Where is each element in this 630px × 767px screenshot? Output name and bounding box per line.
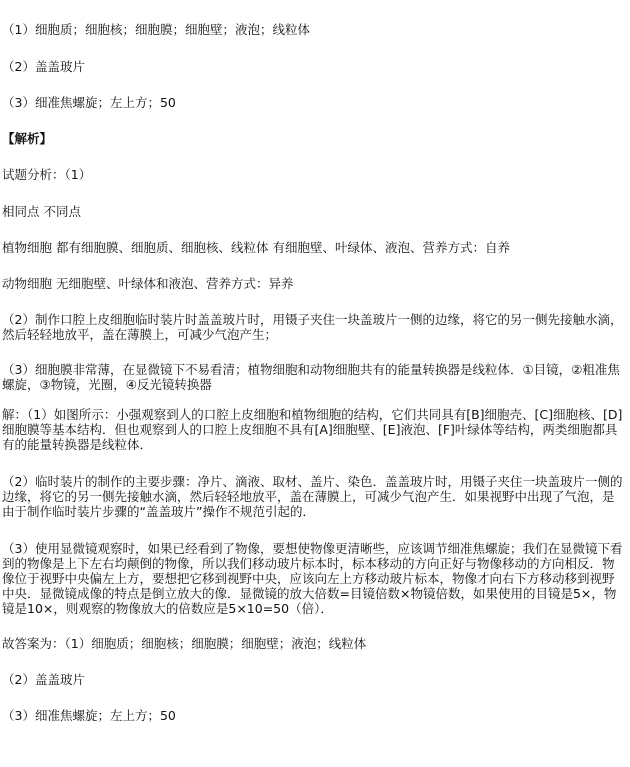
comparison-table-header: 相同点 不同点 [2,204,81,219]
analysis-point-2: （2）制作口腔上皮细胞临时装片时盖盖玻片时，用镊子夹住一块盖玻片一侧的边缘，将它的另一侧先接触水滴，然后轻轻地放平，盖在薄膜上，可减少气泡产生； [2,312,623,342]
answer-line-2: （2）盖盖玻片 [2,59,85,74]
solution-part-1: 解：（1）如图所示：小强观察到人的口腔上皮细胞和植物细胞的结构，它们共同具有[B]细胞壳、[C]细胞核、[D]细胞膜等基本结构．但也观察到人的口腔上皮细胞不具有[A]细胞壁、[E]液泡、[F]叶绿体等结构，两类细胞都具有的能量转换器是线粒体． [2,407,623,452]
analysis-point-3: （3）细胞膜非常薄，在显微镜下不易看清；植物细胞和动物细胞共有的能量转换器是线粒体．①目镜，②粗准焦螺旋，③物镜，光圈，④反光镜转换器 [2,362,620,392]
test-analysis-label: 试题分析：（1） [2,167,92,182]
comparison-table-animal-row: 动物细胞 无细胞壁、叶绿体和液泡、营养方式：异养 [2,276,294,291]
answer-line-1: （1）细胞质；细胞核；细胞膜；细胞壁；液泡；线粒体 [2,22,310,37]
answer-line-3: （3）细准焦螺旋；左上方；50 [2,95,176,110]
final-answer-line-2: （2）盖盖玻片 [2,672,85,687]
comparison-table-plant-row: 植物细胞 都有细胞膜、细胞质、细胞核、线粒体 有细胞壁、叶绿体、液泡、营养方式：自养 [2,240,510,255]
final-answer-line-1: 故答案为：（1）细胞质；细胞核；细胞膜；细胞壁；液泡；线粒体 [2,636,367,651]
final-answer-line-3: （3）细准焦螺旋；左上方；50 [2,708,176,723]
solution-part-2: （2）临时装片的制作的主要步骤：净片、滴液、取材、盖片、染色．盖盖玻片时，用镊子夹住一块盖玻片一侧的边缘，将它的另一侧先接触水滴，然后轻轻地放平，盖在薄膜上，可减少气泡产生．如果视野中出现了气泡，是由于制作临时装片步骤的“盖盖玻片”操作不规范引起的． [2,474,623,519]
analysis-heading: 【解析】 [2,131,53,146]
solution-part-3: （3）使用显微镜观察时，如果已经看到了物像，要想使物像更清晰些，应该调节细准焦螺旋；我们在显微镜下看到的物像是上下左右均颠倒的物像，所以我们移动玻片标本时，标本移动的方向正好与物像移动的方向相反．物像位于视野中央偏左上方，要想把它移到视野中央，应该向左上方移动玻片标本，物像才向右下方移动移到视野中央．显微镜成像的特点是倒立放大的像．显微镜的放大倍数=目镜倍数×物镜倍数，如果使用的目镜是5×，物镜是10×，则观察的物像放大的倍数应是5×10=50（倍）． [2,541,623,616]
